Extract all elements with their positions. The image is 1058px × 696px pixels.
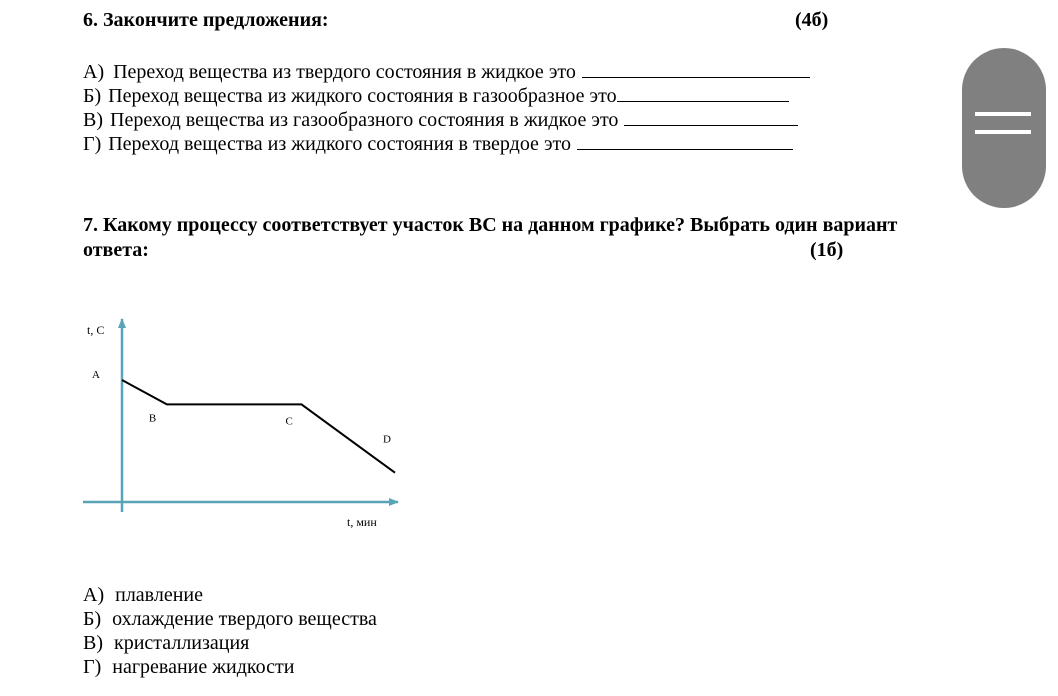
q6-item-a-text: Переход вещества из твердого состояния в жидкое это bbox=[113, 61, 576, 83]
series-line bbox=[122, 380, 395, 473]
answer-option-d[interactable] bbox=[83, 655, 294, 679]
point-label-c: C bbox=[285, 415, 293, 428]
point-label-a: A bbox=[92, 369, 100, 381]
scroll-handle[interactable] bbox=[962, 48, 1046, 208]
point-label-d: D bbox=[383, 433, 391, 446]
answer-option-b[interactable] bbox=[83, 607, 377, 631]
x-axis-label: t, мин bbox=[347, 515, 377, 529]
q6-points: (4б) bbox=[795, 9, 829, 31]
answer-option-c[interactable] bbox=[83, 631, 249, 655]
q6-item-c-letter: В) bbox=[83, 109, 103, 131]
answer-option-d-letter: Г) bbox=[83, 656, 102, 678]
q6-item-d-letter: Г) bbox=[83, 133, 102, 155]
q7-title-line2: ответа: bbox=[83, 239, 149, 261]
y-axis-label: t, C bbox=[87, 323, 105, 337]
q6-title: 6. Закончите предложения: bbox=[83, 9, 329, 31]
answer-option-b-letter: Б) bbox=[83, 608, 102, 630]
answer-option-a-letter: А) bbox=[83, 584, 105, 606]
q6-item-d-text: Переход вещества из жидкого состояния в твердое это bbox=[108, 133, 571, 155]
q6-item-c-text: Переход вещества из газообразного состояния в жидкое это bbox=[110, 109, 619, 131]
q6-item-a-letter: А) bbox=[83, 61, 105, 83]
q7-points: (1б) bbox=[810, 239, 844, 261]
q7-title-line1: 7. Какому процессу соответствует участок ВС на данном графике? Выбрать один вариант bbox=[83, 214, 898, 236]
answer-option-a[interactable] bbox=[83, 583, 203, 607]
answer-option-d-text: нагревание жидкости bbox=[112, 656, 295, 678]
point-label-b: B bbox=[148, 412, 157, 425]
q6-item-b-text: Переход вещества из жидкого состояния в газообразное это bbox=[108, 85, 617, 107]
answer-option-c-letter: В) bbox=[83, 632, 103, 654]
answer-option-a-text: плавление bbox=[115, 584, 203, 606]
answer-option-b-text: охлаждение твердого вещества bbox=[112, 608, 377, 630]
answer-option-c-text: кристаллизация bbox=[114, 632, 250, 654]
q6-item-b-letter: Б) bbox=[83, 85, 102, 107]
